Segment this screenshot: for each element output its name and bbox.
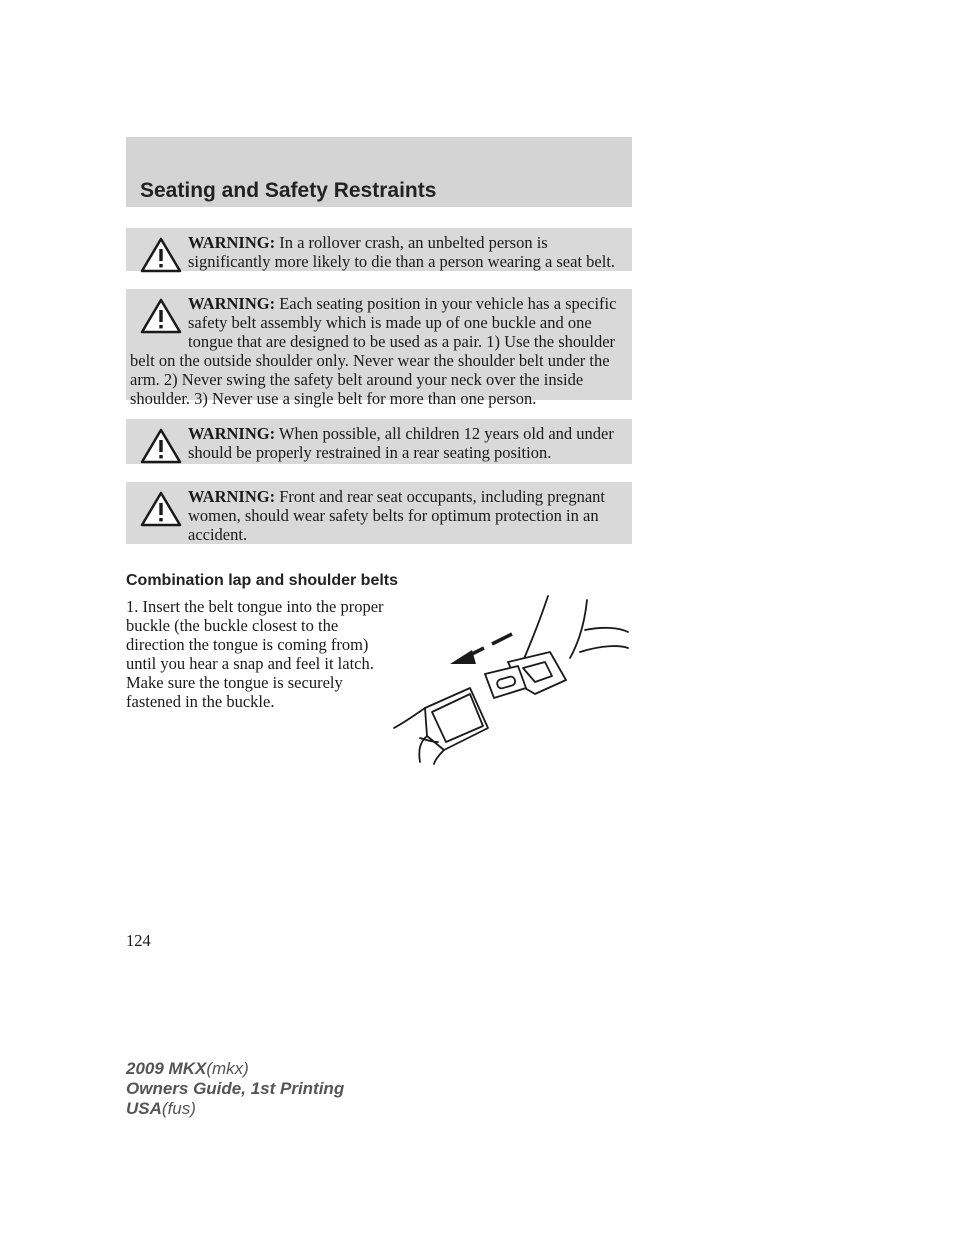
warning-text: Each seating position in your vehicle has a specific safety belt assembly which is made up of one buckle and one tongue that are designed to be used as a pair. 1) Use the shoulder belt on the outside shoulder only. Never wear the shoulder belt under the arm. 2) Never swing the safety belt around your neck over the inside shoulder. 3) Never use a single belt for more than one person.: [130, 294, 617, 408]
warning-label: WARNING:: [188, 294, 276, 313]
footer-market: USA: [126, 1099, 162, 1118]
warning-box-belt-assembly: [126, 289, 632, 408]
warning-triangle-icon: [140, 491, 182, 527]
page-number: 124: [126, 931, 151, 950]
section-header: [126, 137, 632, 207]
warning-text: When possible, all children 12 years old and under should be properly restrained in a rear seating position.: [188, 424, 614, 462]
warning-box-children: [126, 419, 632, 464]
footer-market-code: (fus): [161, 1099, 196, 1118]
warning-box-rollover: [126, 228, 632, 271]
warning-label: WARNING:: [188, 487, 276, 506]
footer-line-3: [126, 1099, 344, 1119]
warning-text: In a rollover crash, an unbelted person is significantly more likely to die than a person wearing a seat belt.: [188, 233, 616, 271]
warning-text: Front and rear seat occupants, including pregnant women, should wear safety belts for optimum protection in an accident.: [188, 487, 605, 544]
footer-line-1: [126, 1059, 344, 1079]
warning-triangle-icon: [140, 237, 182, 273]
footer-model-code: (mkx): [206, 1059, 249, 1078]
footer-line-2: Owners Guide, 1st Printing: [126, 1079, 345, 1098]
instruction-step-1: 1. Insert the belt tongue into the proper buckle (the buckle closest to the direction the tongue is coming from) until you hear a snap and feel it latch. Make sure the tongue is securely fastened in the buckle.: [126, 597, 384, 711]
section-title: Seating and Safety Restraints: [140, 179, 437, 202]
seat-belt-buckle-illustration: [380, 590, 630, 765]
warning-label: WARNING:: [188, 233, 276, 252]
footer-model: 2009 MKX: [126, 1059, 207, 1078]
warning-triangle-icon: [140, 428, 182, 464]
warning-triangle-icon: [140, 298, 182, 334]
warning-box-occupants: [126, 482, 632, 544]
document-footer: [126, 1059, 344, 1119]
warning-label: WARNING:: [188, 424, 276, 443]
subsection-heading: Combination lap and shoulder belts: [126, 572, 399, 589]
